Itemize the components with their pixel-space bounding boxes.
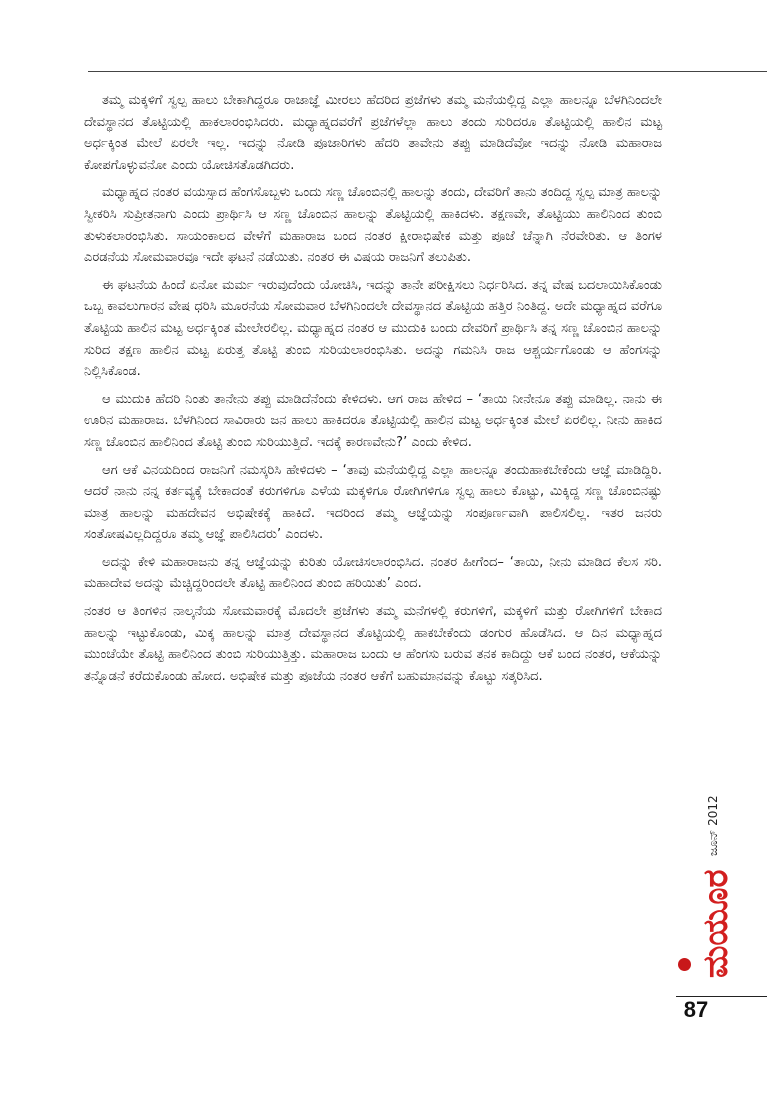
paragraph-4: ಆ ಮುದುಕಿ ಹೆದರಿ ನಿಂತು ತಾನೇನು ತಪ್ಪು ಮಾಡಿದೆನೆಂದು ಕೇಳಿದಳು. ಆಗ ರಾಜ ಹೇಳಿದ – ‘ತಾಯಿ ನೀನೇನೂ ತಪ್ಪು ಮಾಡಿಲ್ಲ. ನಾನು ಈ ಊರಿನ ಮಹಾರಾಜ. ಬೆಳಗಿನಿಂದ ಸಾವಿರಾರು ಜನ ಹಾಲು ಹಾಕಿದರೂ ತೊಟ್ಟಿಯಲ್ಲಿ ಹಾಲಿನ ಮಟ್ಟ ಅರ್ಧಕ್ಕಿಂತ ಮೇಲೆ ಏರಲಿಲ್ಲ. ನೀನು ಹಾಕಿದ ಸಣ್ಣ ಚೊಂಬಿನ ಹಾಲಿನಿಂದ ತೊಟ್ಟಿ ತುಂಬಿ ಸುರಿಯುತ್ತಿದೆ. ಇದಕ್ಕೆ ಕಾರಣವೇನು?’ ಎಂದು ಕೇಳಿದ.: [84, 391, 662, 450]
logo-dot-icon: [678, 958, 691, 971]
paragraph-3: ಈ ಘಟನೆಯ ಹಿಂದೆ ಏನೋ ಮರ್ಮ ಇರುವುದೆಂದು ಯೋಚಿಸಿ, ಇದನ್ನು ತಾನೇ ಪರೀಕ್ಷಿಸಲು ನಿರ್ಧರಿಸಿದ. ತನ್ನ ವೇಷ ಬದಲಾಯಿಸಿಕೊಂಡು ಒಬ್ಬ ಕಾವಲುಗಾರನ ವೇಷ ಧರಿಸಿ ಮೂರನೆಯ ಸೋಮವಾರ ಬೆಳಗಿನಿಂದಲೇ ದೇವಸ್ಥಾನದ ತೊಟ್ಟಿಯ ಹತ್ತಿರ ನಿಂತಿದ್ದ. ಅದೇ ಮಧ್ಯಾಹ್ನದ ವರೆಗೂ ತೊಟ್ಟಿಯ ಹಾಲಿನ ಮಟ್ಟ ಅರ್ಧಕ್ಕಿಂತ ಮೇಲೇರಲಿಲ್ಲ. ಮಧ್ಯಾಹ್ನದ ನಂತರ ಆ ಮುದುಕಿ ಬಂದು ದೇವರಿಗೆ ಪ್ರಾರ್ಥಿಸಿ ತನ್ನ ಸಣ್ಣ ಚೊಂಬಿನ ಹಾಲನ್ನು ಸುರಿದ ತಕ್ಷಣ ಹಾಲಿನ ಮಟ್ಟ ಏರುತ್ತ ತೊಟ್ಟಿ ತುಂಬಿ ಸುರಿಯಲಾರಂಭಿಸಿತು. ಅದನ್ನು ಗಮನಿಸಿ ರಾಜ ಆಶ್ಚರ್ಯಗೊಂಡು ಆ ಹೆಂಗಸನ್ನು ನಿಲ್ಲಿಸಿಕೊಂಡ.: [84, 277, 662, 380]
paragraph-6: ಅದನ್ನು ಕೇಳಿ ಮಹಾರಾಜನು ತನ್ನ ಆಜ್ಞೆಯನ್ನು ಕುರಿತು ಯೋಚಿಸಲಾರಂಭಿಸಿದ. ನಂತರ ಹೀಗೆಂದ– ‘ತಾಯಿ, ನೀನು ಮಾಡಿದ ಕೆಲಸ ಸರಿ. ಮಹಾದೇವ ಅದನ್ನು ಮೆಚ್ಚಿದ್ದರಿಂದಲೇ ತೊಟ್ಟಿ ಹಾಲಿನಿಂದ ತುಂಬಿ ಹರಿಯಿತು’ ಎಂದ.: [84, 554, 662, 592]
page-number: 87: [683, 997, 709, 1022]
article-body: [84, 90, 662, 693]
paragraph-5: ಆಗ ಆಕೆ ವಿನಯದಿಂದ ರಾಜನಿಗೆ ನಮಸ್ಕರಿಸಿ ಹೇಳಿದಳು – ‘ತಾವು ಮನೆಯಲ್ಲಿದ್ದ ಎಲ್ಲಾ ಹಾಲನ್ನೂ ತಂದುಹಾಕಬೇಕೆಂದು ಆಜ್ಞೆ ಮಾಡಿದ್ದಿರಿ. ಆದರೆ ನಾನು ನನ್ನ ಕರ್ತವ್ಯಕ್ಕೆ ಬೇಕಾದಂತೆ ಕರುಗಳಿಗೂ ಎಳೆಯ ಮಕ್ಕಳಿಗೂ ರೋಗಿಗಳಿಗೂ ಸ್ವಲ್ಪ ಹಾಲು ಕೊಟ್ಟು, ಮಿಕ್ಕಿದ್ದ ಸಣ್ಣ ಚೊಂಬಿನಷ್ಟು ಮಾತ್ರ ಹಾಲನ್ನು ಮಹದೇವನ ಅಭಿಷೇಕಕ್ಕೆ ಹಾಕಿದೆ. ಇದರಿಂದ ತಮ್ಮ ಆಜ್ಞೆಯನ್ನು ಸಂಪೂರ್ಣವಾಗಿ ಪಾಲಿಸಲಿಲ್ಲ. ಇತರ ಜನರು ಸಂತೋಷವಿಲ್ಲದಿದ್ದರೂ ತಮ್ಮ ಆಜ್ಞೆ ಪಾಲಿಸಿದರು’ ಎಂದಳು.: [84, 462, 662, 543]
header-rule: [88, 71, 767, 72]
issue-date: ಜೂನ್ 2012: [706, 795, 720, 856]
paragraph-1: ತಮ್ಮ ಮಕ್ಕಳಿಗೆ ಸ್ವಲ್ಪ ಹಾಲು ಬೇಕಾಗಿದ್ದರೂ ರಾಜಾಜ್ಞೆ ಮೀರಲು ಹೆದರಿದ ಪ್ರಜೆಗಳು ತಮ್ಮ ಮನೆಯಲ್ಲಿದ್ದ ಎಲ್ಲಾ ಹಾಲನ್ನೂ ಬೆಳಗಿನಿಂದಲೇ ದೇವಸ್ಥಾನದ ತೊಟ್ಟಿಯಲ್ಲಿ ಹಾಕಲಾರಂಭಿಸಿದರು. ಮಧ್ಯಾಹ್ನದವರೆಗೆ ಪ್ರಜೆಗಳೆಲ್ಲಾ ಹಾಲು ತಂದು ಸುರಿದರೂ ತೊಟ್ಟಿಯಲ್ಲಿ ಹಾಲಿನ ಮಟ್ಟ ಅರ್ಧಕ್ಕಿಂತ ಮೇಲೆ ಏರಲೇ ಇಲ್ಲ. ಇದನ್ನು ನೋಡಿ ಪೂಜಾರಿಗಳು ಹೆದರಿ ತಾವೇನು ತಪ್ಪು ಮಾಡಿದೆವೋ ಇದನ್ನು ನೋಡಿ ಮಹಾರಾಜ ಕೋಪಗೊಳ್ಳುವನೋ ಎಂದು ಯೋಚಿಸತೊಡಗಿದರು.: [84, 93, 662, 173]
magazine-logo: ಮಯೂರ: [696, 869, 736, 978]
paragraph-2: ಮಧ್ಯಾಹ್ನದ ನಂತರ ವಯಸ್ಸಾದ ಹೆಂಗಸೊಬ್ಬಳು ಒಂದು ಸಣ್ಣ ಚೊಂಬಿನಲ್ಲಿ ಹಾಲನ್ನು ತಂದು, ದೇವರಿಗೆ ತಾನು ತಂದಿದ್ದ ಸ್ವಲ್ಪ ಮಾತ್ರ ಹಾಲನ್ನು ಸ್ವೀಕರಿಸಿ ಸುಪ್ರೀತನಾಗು ಎಂದು ಪ್ರಾರ್ಥಿಸಿ ಆ ಸಣ್ಣ ಚೊಂಬಿನ ಹಾಲನ್ನು ತೊಟ್ಟಿಯಲ್ಲಿ ಹಾಕಿದಳು. ತಕ್ಷಣವೇ, ತೊಟ್ಟಿಯು ಹಾಲಿನಿಂದ ತುಂಬಿ ತುಳುಕಲಾರಂಭಿಸಿತು. ಸಾಯಂಕಾಲದ ವೇಳೆಗೆ ಮಹಾರಾಜ ಬಂದ ನಂತರ ಕ್ಷೀರಾಭಿಷೇಕ ಮತ್ತು ಪೂಜೆ ಚೆನ್ನಾಗಿ ನೆರವೇರಿತು. ಆ ತಿಂಗಳ ಎರಡನೆಯ ಸೋಮವಾರವೂ ಇದೇ ಘಟನೆ ನಡೆಯಿತು. ನಂತರ ಈ ವಿಷಯ ರಾಜನಿಗೆ ತಲುಪಿತು.: [84, 185, 662, 266]
paragraph-7: ನಂತರ ಆ ತಿಂಗಳಿನ ನಾಲ್ಕನೆಯ ಸೋಮವಾರಕ್ಕೆ ಮೊದಲೇ ಪ್ರಜೆಗಳು ತಮ್ಮ ಮನೆಗಳಲ್ಲಿ ಕರುಗಳಿಗೆ, ಮಕ್ಕಳಿಗೆ ಮತ್ತು ರೋಗಿಗಳಿಗೆ ಬೇಕಾದ ಹಾಲನ್ನು ಇಟ್ಟುಕೊಂಡು, ಮಿಕ್ಕ ಹಾಲನ್ನು ಮಾತ್ರ ದೇವಸ್ಥಾನದ ತೊಟ್ಟಿಯಲ್ಲಿ ಹಾಕಬೇಕೆಂದು ಡಂಗುರ ಹೊಡೆಸಿದ. ಆ ದಿನ ಮಧ್ಯಾಹ್ನದ ಮುಂಚೆಯೇ ತೊಟ್ಟಿ ಹಾಲಿನಿಂದ ತುಂಬಿ ಸುರಿಯುತ್ತಿತ್ತು. ಮಹಾರಾಜ ಬಂದು ಆ ಹೆಂಗಸು ಬರುವ ತನಕ ಕಾದಿದ್ದು ಆಕೆ ಬಂದ ನಂತರ, ಆಕೆಯನ್ನು ತನ್ನೊಡನೆ ಕರೆದುಕೊಂಡು ಹೋದ. ಅಭಿಷೇಕ ಮತ್ತು ಪೂಜೆಯ ನಂತರ ಆಕೆಗೆ ಬಹುಮಾನವನ್ನು ಕೊಟ್ಟು ಸತ್ಕರಿಸಿದ.: [84, 604, 662, 684]
